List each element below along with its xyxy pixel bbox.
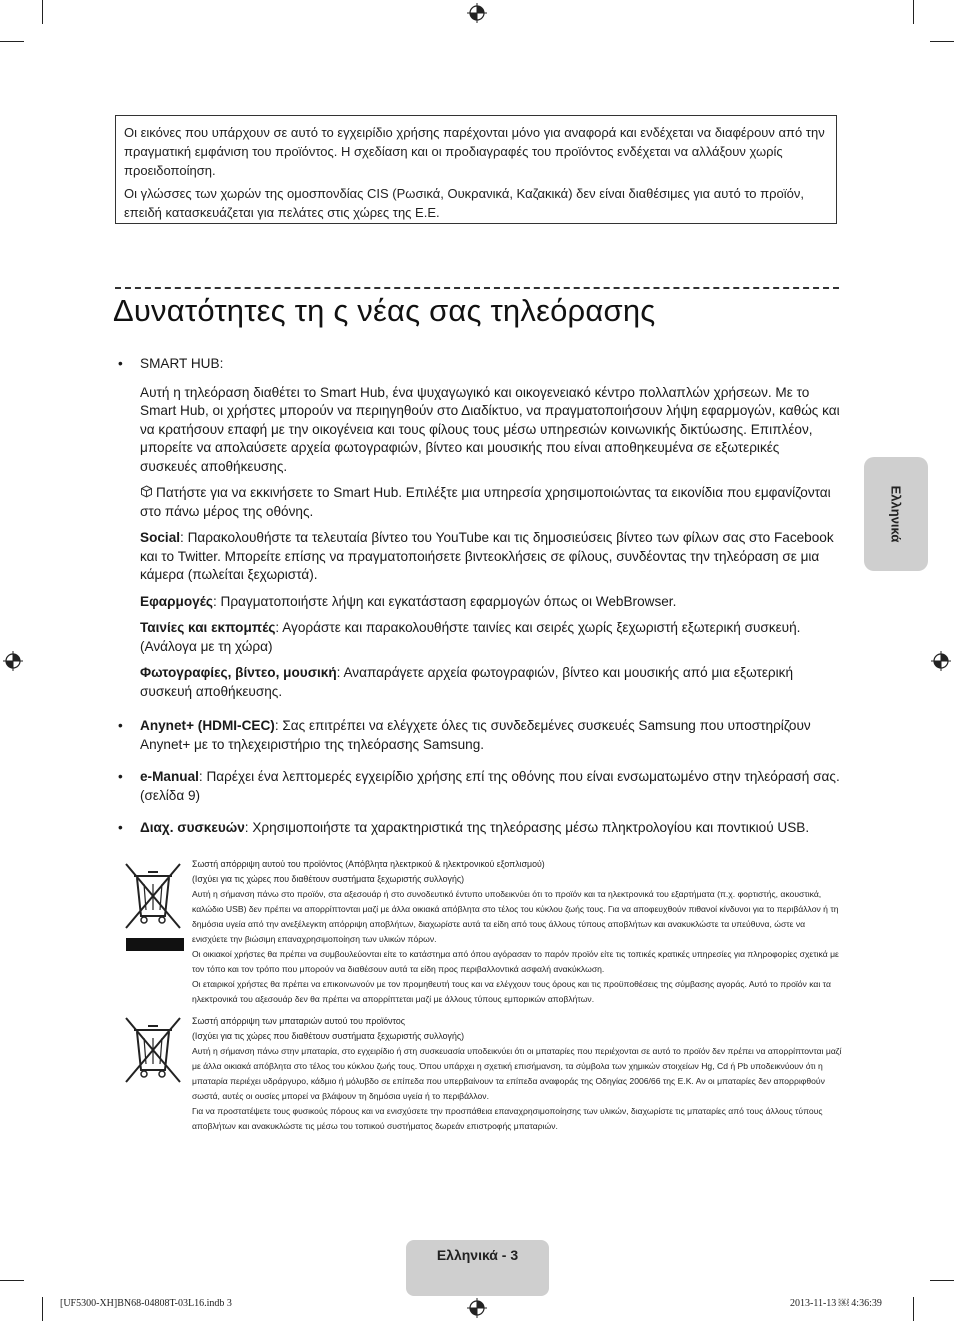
weee-paragraph: Οι οικιακοί χρήστες θα πρέπει να συμβουλεύονται είτε το κατάστημα από όπου αγόρασαν το παρόν προϊόν είτε τις τοπικές κρατικές υπηρεσίες για πληροφορίες σχετικά με τον τόπο και τον τρόπο που μπορούν να διαθέσουν αυτά τα είδη προς περιβαλλοντικά ασφαλή ανακύκλωση. — [192, 949, 839, 974]
registration-mark-icon — [3, 651, 23, 671]
registration-mark-icon — [931, 651, 951, 671]
disclaimer-paragraph: Οι γλώσσες των χωρών της ομοσπονδίας CIS (Ρωσικά, Ουκρανικά, Καζακικά) δεν είναι διαθέσιμες για αυτό το προϊόν, επειδή κατασκευάζεται για πελάτες στις χώρες της Ε.Ε. — [124, 186, 804, 220]
crop-mark — [0, 1280, 24, 1281]
weee-notice-battery — [192, 1014, 842, 1134]
registration-mark-icon — [467, 1298, 487, 1318]
section-title: Δυνατότητες τη ς νέας σας τηλεόρασης — [113, 293, 656, 328]
weee-title: Σωστή απόρριψη αυτού του προϊόντος (Απόβλητα ηλεκτρικού & ηλεκτρονικού εξοπλισμού) — [192, 859, 545, 869]
feature-label: Anynet+ (HDMI-CEC) — [140, 718, 275, 733]
list-item: • SMART HUB: — [116, 355, 840, 374]
crop-mark — [930, 1280, 954, 1281]
disclaimer-box — [115, 115, 837, 224]
weee-paragraph: Για να προστατέψετε τους φυσικούς πόρους και να ενισχύσετε την προσπάθεια επαναχρησιμοποίησης των υλικών, διαχωρίστε τις μπαταρίες από τους άλλους τύπους αποβλήτων και ανακυκλώστε τις μέσω του τοπικού συστήματος δωρεάν επιστροφής μπαταριών. — [192, 1106, 823, 1131]
feature-label: Διαχ. συσκευών — [140, 820, 245, 835]
weee-paragraph: Αυτή η σήμανση πάνω στο προϊόν, στα αξεσουάρ ή στο συνοδευτικό έντυπο υποδεικνύει ότι το προϊόν και τα ηλεκτρονικά του εξαρτήματα (π.χ. φορτιστής, ακουστικά, καλώδιο USB) δεν πρέπει να απορρίπτονται μαζί με άλλα οικιακά απόβλητα στο τέλος του κύκλου ζωής τους. Για να αποφευχθούν πιθανοί κίνδυνοι για το περιβάλλον ή τη δημόσια υγεία από την ανεξέλεγκτη απόρριψη αποβλήτων, διαχωρίστε αυτά τα είδη από τους άλλους τύπους αποβλήτων και ανακυκλώστε τα υπεύθυνα, ώστε να ενισχύετε την βιώσιμη επαναχρησιμοποίηση των υλικών πόρων. — [192, 889, 839, 944]
section-divider — [115, 287, 839, 289]
feature-label: Εφαρμογές — [140, 593, 213, 609]
weee-notice-product — [192, 857, 842, 1007]
print-slug-file: [UF5300-XH]BN68-04808T-03L16.indb 3 — [60, 1298, 232, 1309]
weee-subtitle: (Ισχύει για τις χώρες που διαθέτουν συστήματα ξεχωριστής συλλογής) — [192, 874, 465, 884]
crop-mark — [913, 0, 914, 24]
page-number: Ελληνικά - 3 — [436, 1247, 519, 1263]
feature-label: e-Manual — [140, 769, 199, 784]
crossed-out-bin-icon — [122, 858, 188, 953]
weee-paragraph: Οι εταιρικοί χρήστες θα πρέπει να επικοινωνούν με τον προμηθευτή τους και να ελέγχουν τους όρους και τις προϋποθέσεις της σύμβασης αγοράς. Αυτό το προϊόν και τα ηλεκτρονικά του αξεσουάρ δεν θα πρέπει να απορρίπτεται μαζί με άλλους τύπους εμπορικών αποβλήτων. — [192, 979, 831, 1004]
registration-mark-icon — [467, 3, 487, 23]
crossed-out-battery-bin-icon — [122, 1016, 188, 1086]
language-side-tab — [864, 457, 928, 571]
crop-mark — [930, 41, 954, 42]
smart-hub-apps: Εφαρμογές: Πραγματοποιήστε λήψη και εγκατάσταση εφαρμογών όπως οι WebBrowser. — [140, 593, 677, 609]
smart-hub-button-icon — [140, 485, 153, 498]
smart-hub-press: Πατήστε για να εκκινήσετε το Smart Hub. Επιλέξτε μια υπηρεσία χρησιμοποιώντας τα εικονίδια που εμφανίζονται στο πάνω μέρος της οθόνης. — [140, 485, 831, 519]
crop-mark — [913, 1297, 914, 1321]
language-side-tab-label: Ελληνικά — [888, 485, 904, 543]
smart-hub-movies: Ταινίες και εκπομπές: Αγοράστε και παρακολουθήστε ταινίες και σειρές χωρίς ξεχωριστή εξωτερική συσκευή. (Ανάλογα με τη χώρα) — [140, 620, 801, 654]
smart-hub-intro: Αυτή η τηλεόραση διαθέτει το Smart Hub, ένα ψυχαγωγικό και οικογενειακό κέντρο πολλαπλών χρήσεων. Με το Smart Hub, οι χρήστες μπορούν να περιηγηθούν στο Διαδίκτυο, να πραγματοποιήσουν λήψη εφαρμογών, καθώς και να κρατήσουν επαφή με την οικογένεια και τους φίλους τους μέσω υπηρεσιών κοινωνικής δικτύωσης. Επιπλέον, μπορείτε να απολαύσετε αρχεία φωτογραφιών, βίντεο και μουσικής που είναι αποθηκευμένα σε εξωτερικές συσκευές αποθήκευσης. — [140, 384, 840, 474]
disclaimer-paragraph: Οι εικόνες που υπάρχουν σε αυτό το εγχειρίδιο χρήσης παρέχονται μόνο για αναφορά και ενδέχεται να διαφέρουν από την πραγματική εμφάνιση του προϊόντος. Η σχεδίαση και οι προδιαγραφές του προϊόντος ενδέχεται να αλλάξουν χωρίς προειδοποίηση. — [124, 125, 825, 178]
feature-label: Social — [140, 530, 181, 545]
smart-hub-photos: Φωτογραφίες, βίντεο, μουσική: Αναπαράγετε αρχεία φωτογραφιών, βίντεο και μουσικής από μια εξωτερική συσκευή αποθήκευσης. — [140, 665, 794, 699]
weee-paragraph: Αυτή η σήμανση πάνω στην μπαταρία, στο εγχειρίδιο ή στη συσκευασία υποδεικνύει ότι οι μπαταρίες που περιέχονται σε αυτό το προϊόν δεν πρέπει να απορρίπτονται μαζί με άλλα οικιακά απόβλητα στο τέλος του κύκλου ζωής τους. Όπου υπάρχει η σχετική επισήμανση, τα σύμβολα των χημικών στοιχείων Hg, Cd ή Pb υποδεικνύουν ότι η μπαταρία περιέχει υδράργυρο, κάδμιο ή μόλυβδο σε επίπεδα που υπερβαίνουν τα επίπεδα αναφοράς της Οδηγίας 2006/66 της Ε.Κ. Αν οι μπαταρίες δεν απορριφθούν σωστά, αυτές οι ουσίες μπορεί να βλάψουν τη δημόσια υγεία ή το περιβάλλον. — [192, 1046, 842, 1101]
list-item: • e-Manual: Παρέχει ένα λεπτομερές εγχειρίδιο χρήσης επί της οθόνης που είναι ενσωματωμένο στην τηλεόρασή σας. (σελίδα 9) — [116, 768, 840, 805]
weee-title: Σωστή απόρριψη των μπαταριών αυτού του προϊόντος — [192, 1016, 406, 1026]
list-item: • Διαχ. συσκευών: Χρησιμοποιήστε τα χαρακτηριστικά της τηλεόρασης μέσω πληκτρολογίου και ποντικιού USB. — [116, 819, 840, 838]
crop-mark — [42, 1297, 43, 1321]
crop-mark — [0, 41, 24, 42]
feature-label: Φωτογραφίες, βίντεο, μουσική — [140, 665, 337, 680]
crop-mark — [42, 0, 43, 24]
page-number-tab — [406, 1240, 549, 1296]
smart-hub-social: Social: Παρακολουθήστε τα τελευταία βίντεο του YouTube και τις δημοσιεύσεις βίντεο των φίλων σας στο Facebook και το Twitter. Μπορείτε επίσης να πραγματοποιήσετε βιντεοκλήσεις σε φίλους, συνδέοντας την τηλεόραση σε μια κάμερα (πωλείται ξεχωριστά). — [140, 530, 834, 582]
list-item: • Anynet+ (HDMI-CEC): Σας επιτρέπει να ελέγχετε όλες τις συνδεδεμένες συσκευές Samsung που υποστηρίζουν Anynet+ με το τηλεχειριστήριο της τηλεόρασης Samsung. — [116, 717, 840, 754]
print-slug-date: 2013-11-13 ￼ 4:36:39 — [790, 1298, 882, 1309]
weee-subtitle: (Ισχύει για τις χώρες που διαθέτουν συστήματα ξεχωριστής συλλογής) — [192, 1031, 465, 1041]
feature-list — [116, 355, 840, 838]
feature-label: SMART HUB — [140, 356, 220, 371]
feature-label: Ταινίες και εκπομπές — [140, 620, 276, 635]
